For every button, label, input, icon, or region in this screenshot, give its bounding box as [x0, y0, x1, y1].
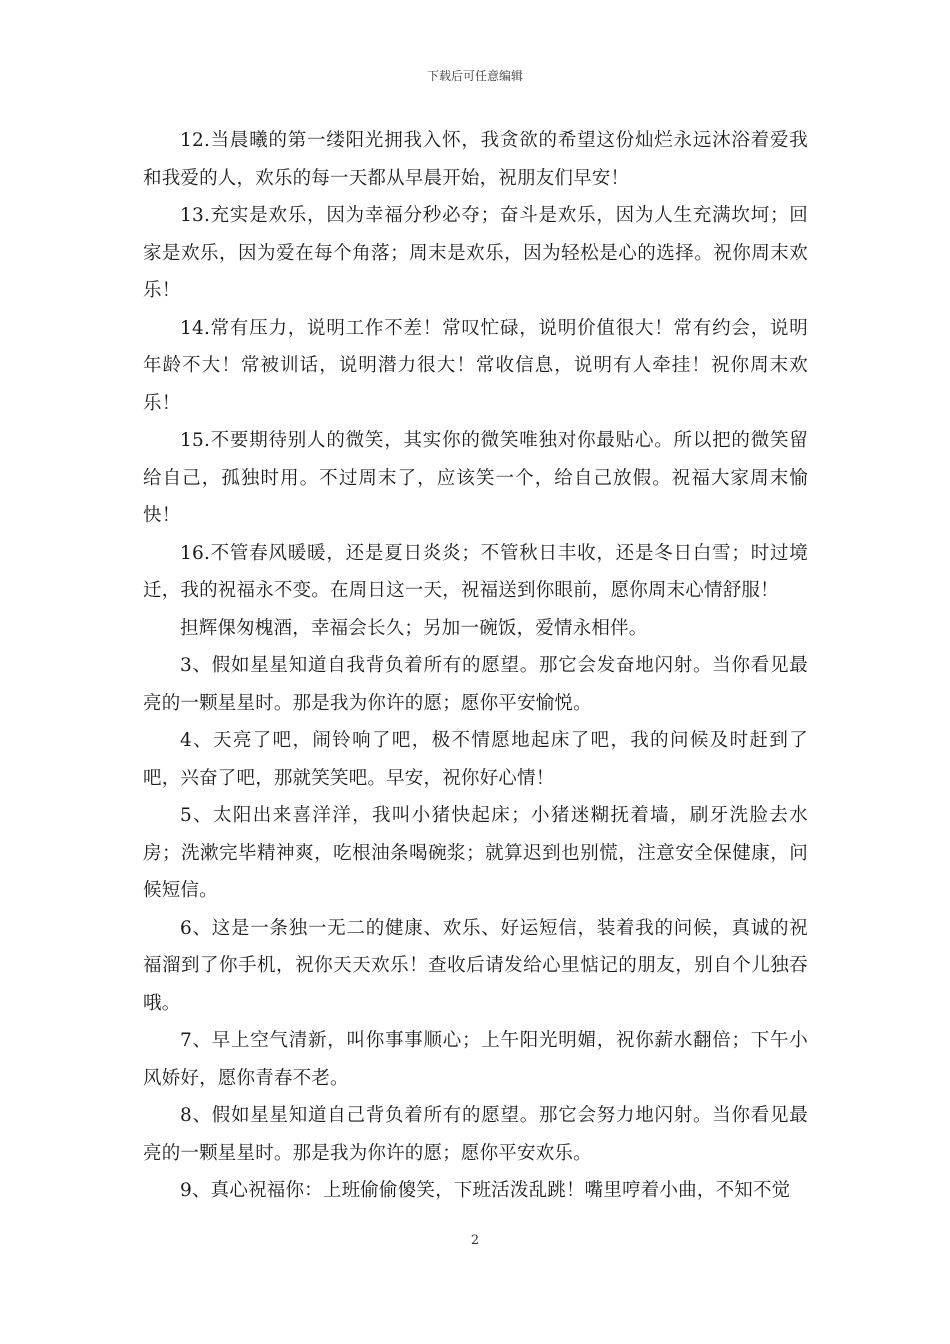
- page-number: 2: [470, 1233, 480, 1248]
- paragraph: 9、真心祝福你：上班偷偷傻笑，下班活泼乱跳！嘴里哼着小曲，不知不觉: [180, 1180, 791, 1201]
- paragraph: 15.不要期待别人的微笑，其实你的微笑唯独对你最贴心。所以把的微笑留给自己，孤独时用。不过周末了，应该笑一个，给自己放假。祝福大家周末愉快！: [143, 430, 808, 526]
- paragraph: 6、这是一条独一无二的健康、欢乐、好运短信，装着我的问候，真诚的祝福溜到了你手机，祝你天天欢乐！查收后请发给心里惦记的朋友，别自个儿独吞哦。: [143, 917, 808, 1014]
- paragraph: 3、假如星星知道自我背负着所有的愿望。那它会发奋地闪射。当你看见最亮的一颗星星时。那是我为你许的愿；愿你平安愉悦。: [143, 655, 808, 714]
- paragraph: 担辉倮匆槐酒，幸福会长久；另加一碗饭，爱情永相伴。: [180, 617, 648, 639]
- paragraph: 7、早上空气清新，叫你事事顺心；上午阳光明媚，祝你薪水翻倍；下午小风娇好，愿你青春不老。: [143, 1030, 808, 1089]
- paragraph: 14.常有压力，说明工作不差！常叹忙碌，说明价值很大！常有约会，说明年龄不大！常被训话，说明潜力很大！常收信息，说明有人牵挂！祝你周末欢乐！: [143, 317, 808, 414]
- paragraph: 16.不管春风暖暖，还是夏日炎炎；不管秋日丰收，还是冬日白雪；时过境迁，我的祝福永不变。在周日这一天，祝福送到你眼前，愿你周末心情舒服！: [143, 542, 808, 601]
- document-body: [143, 122, 808, 1210]
- paragraph: 5、太阳出来喜洋洋，我叫小猪快起床；小猪迷糊抚着墙，刷牙洗脸去水房；洗漱完毕精神爽，吃根油条喝碗浆；就算迟到也别慌，注意安全保健康，问候短信。: [143, 805, 808, 901]
- paragraph: 13.充实是欢乐，因为幸福分秒必夺；奋斗是欢乐，因为人生充满坎坷；回家是欢乐，因为爱在每个角落；周末是欢乐，因为轻松是心的选择。祝你周末欢乐！: [143, 205, 808, 301]
- paragraph: 4、天亮了吧，闹铃响了吧，极不情愿地起床了吧，我的问候及时赶到了吧，兴奋了吧，那就笑笑吧。早安，祝你好心情！: [143, 730, 808, 789]
- page-header: 下载后可任意编辑: [426, 69, 523, 83]
- paragraph: 8、假如星星知道自己背负着所有的愿望。那它会努力地闪射。当你看见最亮的一颗星星时。那是我为你许的愿；愿你平安欢乐。: [143, 1105, 808, 1164]
- paragraph: 12.当晨曦的第一缕阳光拥我入怀，我贪欲的希望这份灿烂永远沐浴着爱我和我爱的人，欢乐的每一天都从早晨开始，祝朋友们早安！: [143, 130, 808, 189]
